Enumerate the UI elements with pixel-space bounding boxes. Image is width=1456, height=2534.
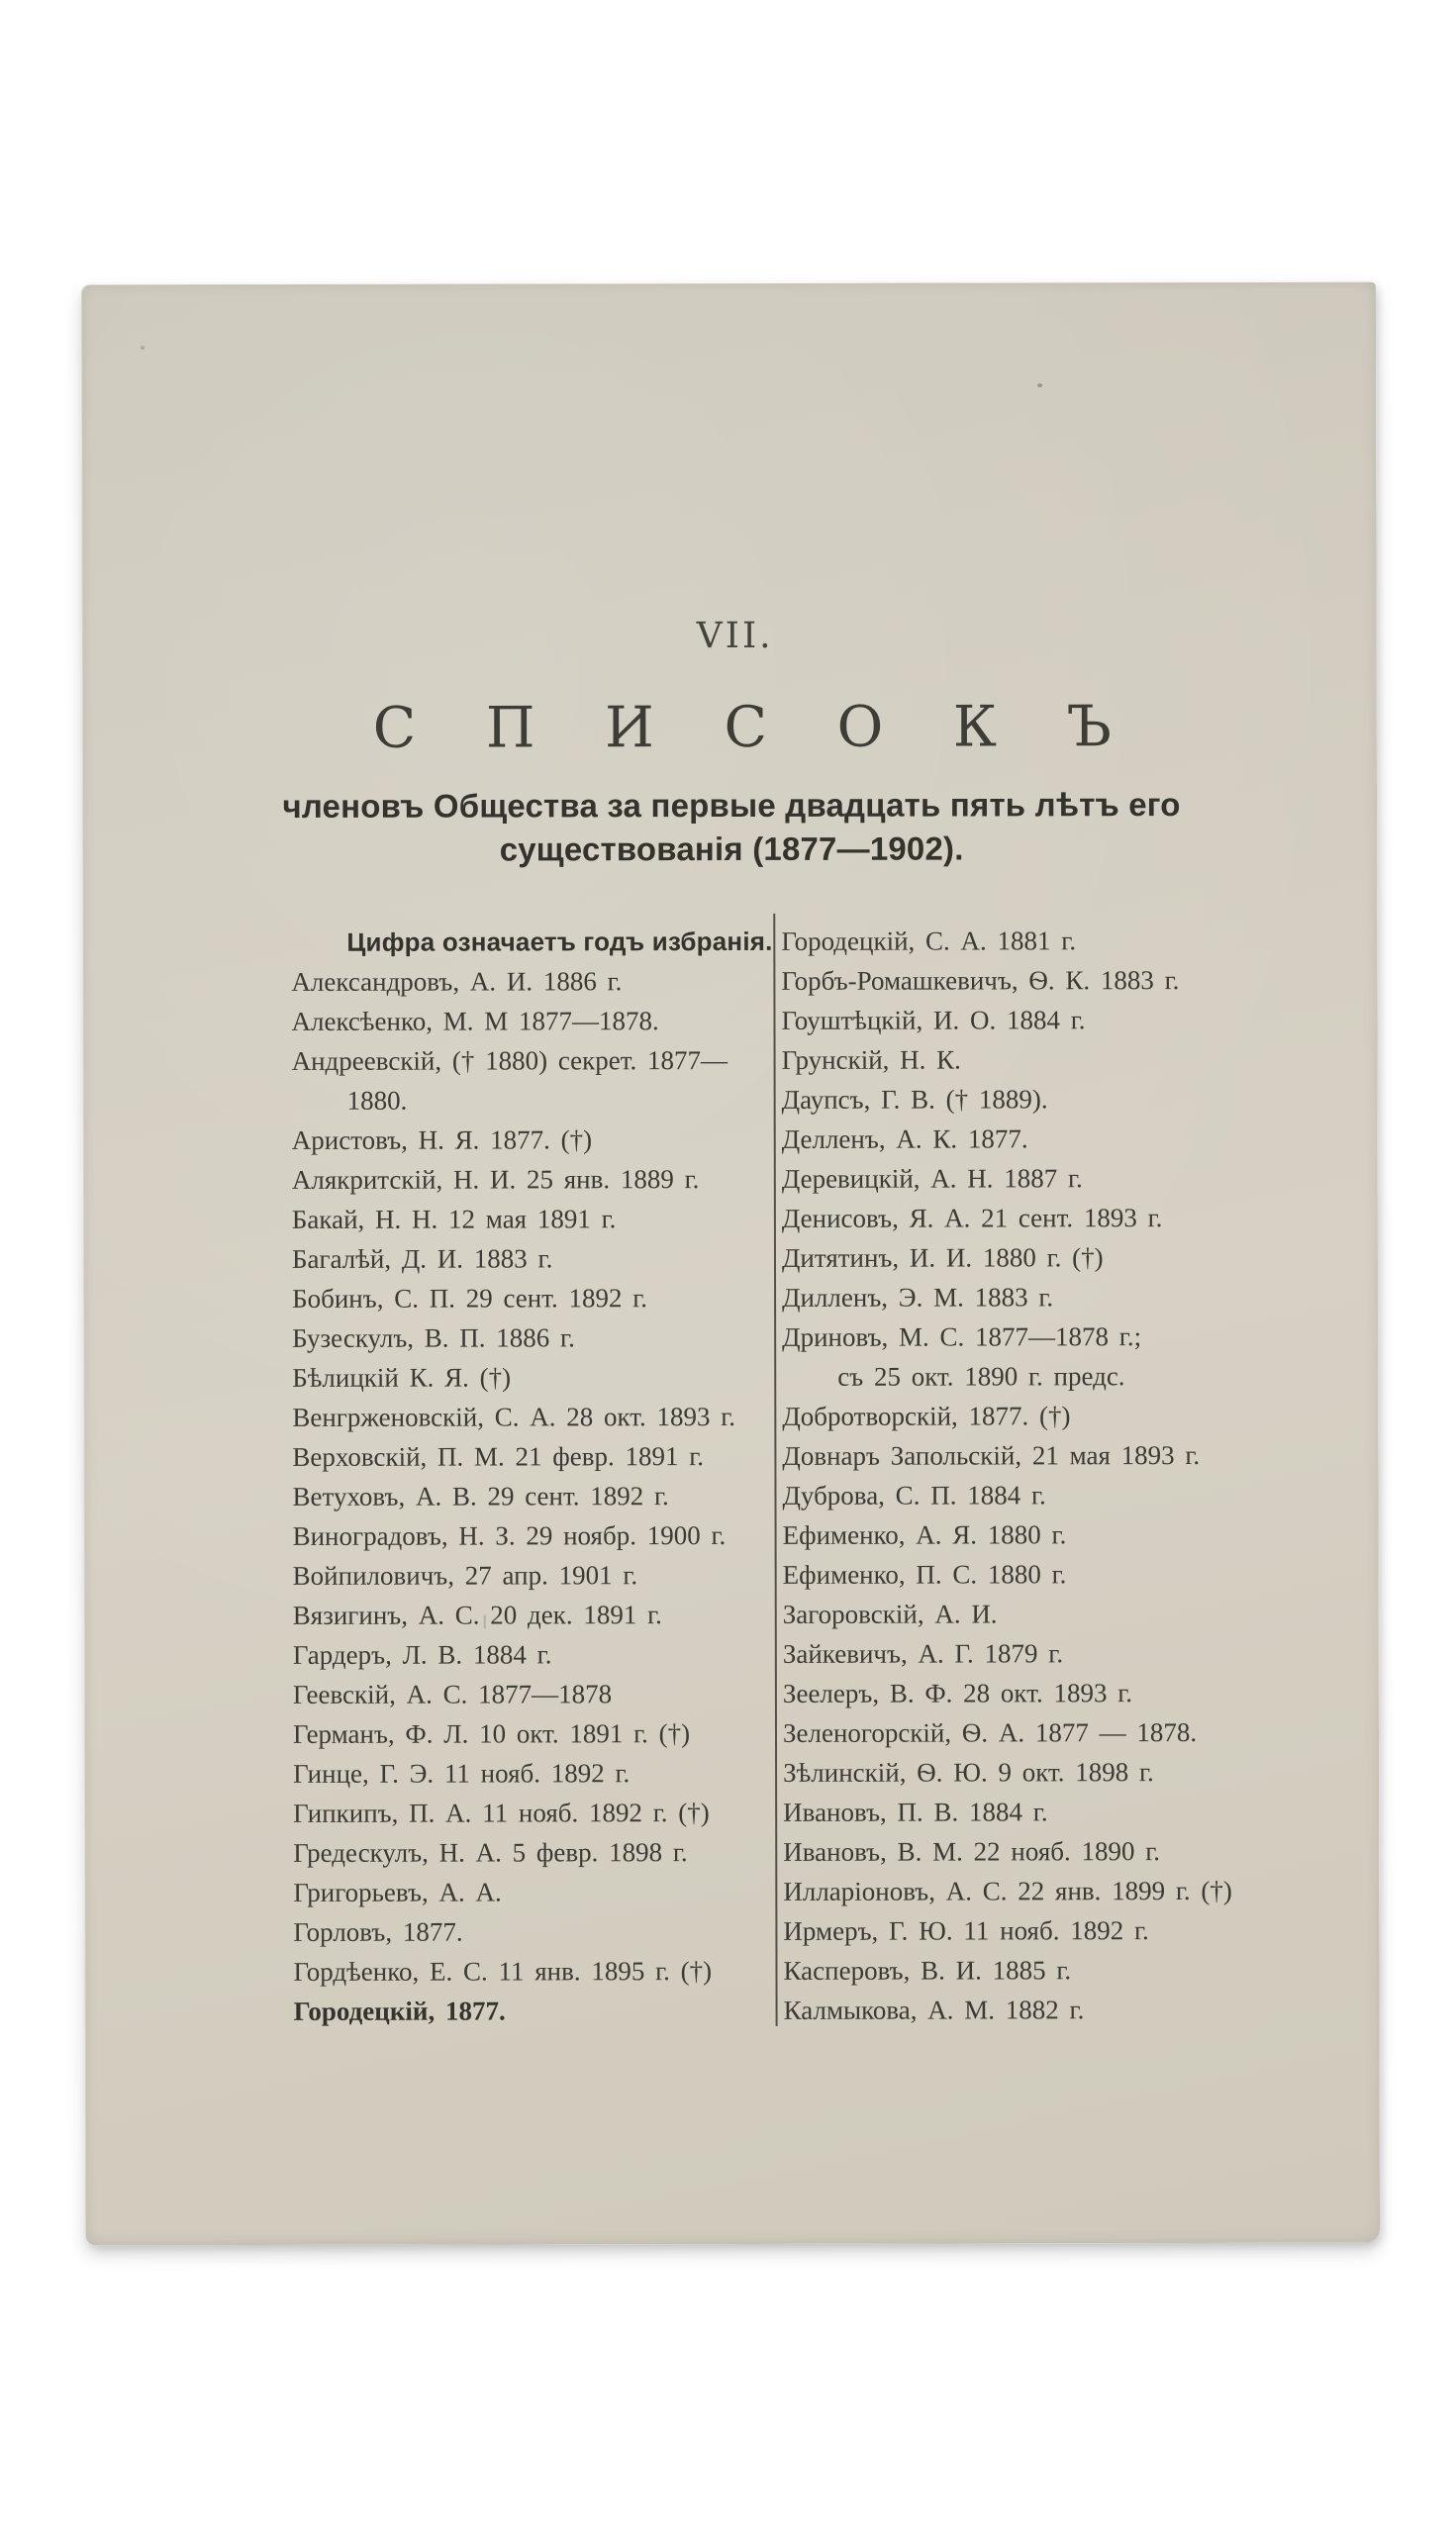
- list-item: Гредескулъ, Н. А. 5 февр. 1898 г.: [293, 1837, 688, 1868]
- subtitle-line-1: членовъ Общества за первые двадцать пять лѣтъ его: [282, 786, 1181, 825]
- page-subtitle: [82, 783, 1381, 873]
- list-item: Дитятинъ, И. И. 1880 г. (†): [781, 1242, 1104, 1273]
- list-item: Зайкевичъ, А. Г. 1879 г.: [782, 1638, 1064, 1669]
- list-item: Гоуштѣцкій, И. О. 1884 г.: [781, 1005, 1086, 1035]
- list-item: Довнаръ Запольскій, 21 мая 1893 г.: [782, 1440, 1201, 1471]
- list-item: Илларіоновъ, А. С. 22 янв. 1899 г. (†): [783, 1875, 1232, 1906]
- list-item: Горбъ-Ромашкевичъ, Ѳ. К. 1883 г.: [781, 965, 1180, 996]
- list-item: Делленъ, А. К. 1877.: [781, 1123, 1028, 1154]
- left-column-note: Цифра означаетъ годъ избранія.: [346, 926, 773, 957]
- list-item: Ирмеръ, Г. Ю. 11 нояб. 1892 г.: [783, 1915, 1149, 1946]
- list-item: Калмыкова, А. М. 1882 г.: [783, 1995, 1085, 2025]
- list-item: Зѣлинскій, Ѳ. Ю. 9 окт. 1898 г.: [783, 1757, 1154, 1788]
- list-item: съ 25 окт. 1890 г. предс.: [837, 1361, 1125, 1392]
- list-item: Алексѣенко, М. М 1877—1878.: [291, 1006, 659, 1036]
- list-item: Гинце, Г. Э. 11 нояб. 1892 г.: [293, 1758, 631, 1789]
- list-item: Войпиловичъ, 27 апр. 1901 г.: [292, 1560, 638, 1591]
- list-item: Гордѣенко, Е. С. 11 янв. 1895 г. (†): [293, 1956, 713, 1987]
- list-item: Виноградовъ, Н. З. 29 ноябр. 1900 г.: [292, 1520, 727, 1551]
- list-item: Дилленъ, Э. М. 1883 г.: [782, 1282, 1054, 1313]
- list-item: Алякритскій, Н. И. 25 янв. 1889 г.: [291, 1164, 700, 1195]
- list-item: Грунскій, Н. К.: [781, 1044, 961, 1075]
- list-item: Верховскій, П. М. 21 февр. 1891 г.: [292, 1441, 705, 1472]
- list-item: Германъ, Ф. Л. 10 окт. 1891 г. (†): [292, 1718, 691, 1749]
- right-column-entries: [781, 921, 1298, 2030]
- list-item: Касперовъ, В. И. 1885 г.: [783, 1955, 1072, 1986]
- list-item: Зеленогорскій, Ѳ. А. 1877 — 1878.: [782, 1717, 1198, 1748]
- section-number: VII.: [696, 615, 774, 657]
- member-list: [82, 921, 1377, 2026]
- list-item: Геевскій, А. С. 1877—1878: [292, 1679, 613, 1709]
- list-item: Венгрженовскій, С. А. 28 окт. 1893 г.: [292, 1401, 736, 1432]
- list-item: Даупсъ, Г. В. († 1889).: [781, 1084, 1048, 1115]
- list-item: Вязигинъ, А. С. 20 дек. 1891 г.: [292, 1600, 662, 1630]
- list-item: Александровъ, А. И. 1886 г.: [291, 966, 623, 997]
- list-item: Андреевскій, († 1880) секрет. 1877—: [291, 1045, 728, 1076]
- list-item: Ивановъ, В. М. 22 нояб. 1890 г.: [783, 1836, 1161, 1867]
- list-item: Багалѣй, Д. И. 1883 г.: [291, 1243, 553, 1274]
- list-item: Дриновъ, М. С. 1877—1878 г.;: [782, 1321, 1142, 1352]
- list-item: Ивановъ, П. В. 1884 г.: [783, 1797, 1048, 1827]
- list-item: Дуброва, С. П. 1884 г.: [782, 1480, 1046, 1511]
- left-column: [291, 922, 776, 2031]
- list-item: Добротворскій, 1877. (†): [782, 1401, 1071, 1431]
- list-item: Ефименко, А. Я. 1880 г.: [782, 1519, 1067, 1550]
- list-item: Зеелеръ, В. Ф. 28 окт. 1893 г.: [782, 1678, 1133, 1708]
- list-item: Городецкій, С. А. 1881 г.: [781, 926, 1077, 956]
- list-item: Ветуховъ, А. В. 29 сент. 1892 г.: [292, 1481, 669, 1511]
- list-item: Гипкипъ, П. А. 11 нояб. 1892 г. (†): [293, 1798, 710, 1828]
- paper-speck: [141, 345, 145, 349]
- book-page: [81, 282, 1380, 2246]
- list-item: Горловъ, 1877.: [293, 1916, 463, 1947]
- list-item: Гардеръ, Л. В. 1884 г.: [292, 1639, 552, 1670]
- list-item: Григорьевъ, А. А.: [293, 1877, 502, 1907]
- list-item: Деревицкій, А. Н. 1887 г.: [781, 1163, 1083, 1194]
- paper-speck: [1037, 383, 1042, 387]
- list-item: Аристовъ, Н. Я. 1877. (†): [291, 1124, 593, 1155]
- list-item: Денисовъ, Я. А. 21 сент. 1893 г.: [781, 1203, 1163, 1233]
- list-item: Бѣлицкій К. Я. (†): [292, 1362, 512, 1393]
- right-column: [781, 921, 1298, 2030]
- left-column-entries: [291, 961, 776, 2031]
- list-item: Городецкій, 1877.: [293, 1996, 506, 2026]
- list-item: Бузескулъ, В. П. 1886 г.: [292, 1322, 575, 1353]
- list-item: Ефименко, П. С. 1880 г.: [782, 1559, 1067, 1590]
- page-title: С П И С О К Ъ: [372, 694, 1138, 761]
- subtitle-line-2: существованія (1877—1902).: [499, 829, 964, 868]
- list-item: Загоровскій, А. И.: [782, 1599, 998, 1629]
- list-item: Бакай, Н. Н. 12 мая 1891 г.: [291, 1204, 617, 1234]
- list-item: Бобинъ, С. П. 29 сент. 1892 г.: [292, 1283, 648, 1314]
- list-item: 1880.: [346, 1085, 408, 1116]
